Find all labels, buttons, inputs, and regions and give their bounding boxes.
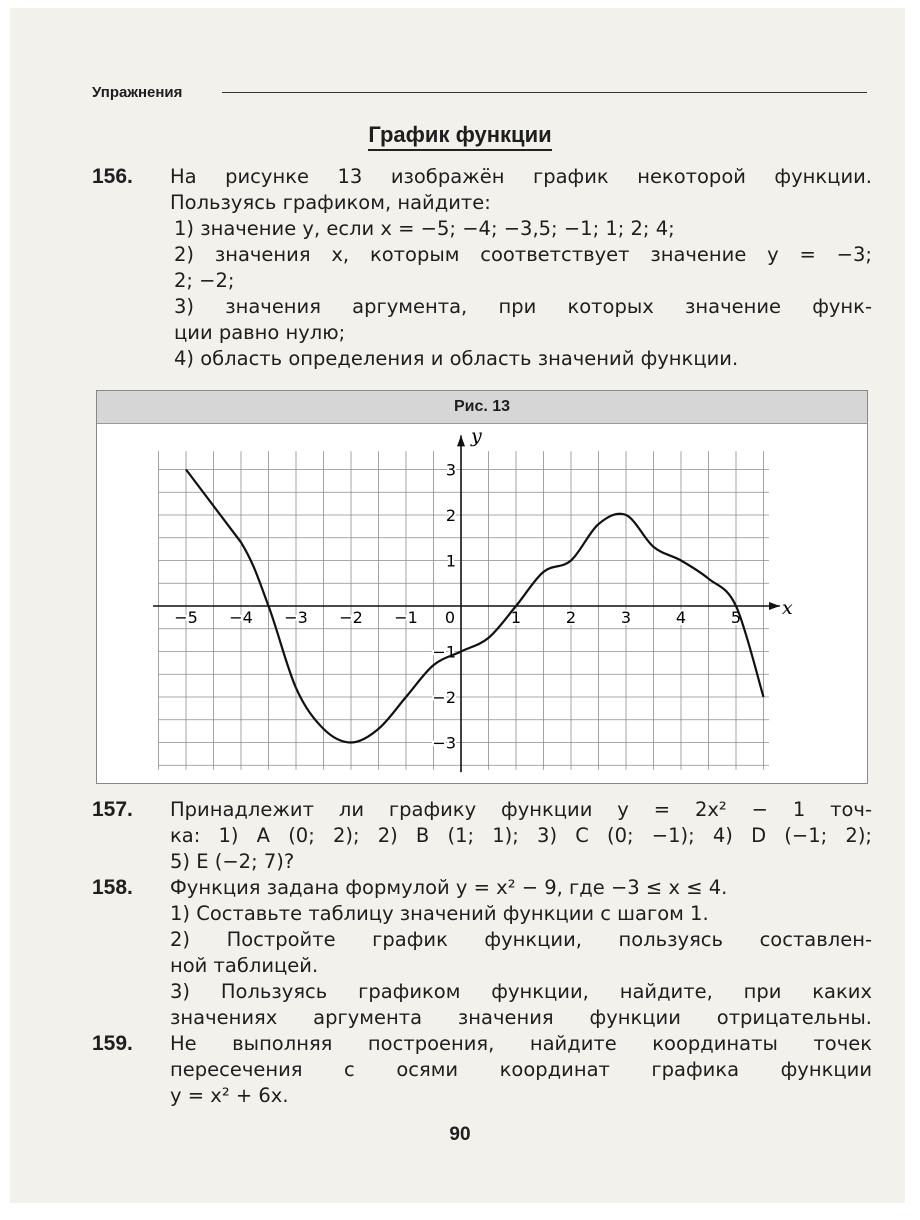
exercise-item: 2) значения x, которым соответствует значение y = −3; (174, 243, 872, 266)
y-tick-label: −3 (432, 733, 456, 753)
exercise-text: Принадлежит ли графику функции y = 2x² − 1 точ- (170, 798, 872, 821)
x-tick-label: −1 (394, 608, 418, 627)
y-tick-label: −1 (432, 642, 456, 662)
exercise-text: y = x² + 6x. (170, 1084, 289, 1107)
y-axis-label: y (471, 425, 482, 448)
y-tick-label: 2 (445, 506, 456, 525)
exercise-number: 158. (92, 876, 133, 899)
page-title: График функции (368, 122, 551, 151)
exercise-text: Пользуясь графиком, найдите: (170, 191, 491, 214)
exercise-item: 2; −2; (174, 269, 235, 292)
x-tick-label: 0 (444, 608, 455, 627)
exercise-item: 1) Составьте таблицу значений функции с шагом 1. (170, 902, 709, 925)
exercise-text: На рисунке 13 изображён график некоторой функции. (170, 165, 872, 188)
exercise-number: 159. (92, 1032, 133, 1055)
exercise-item: ной таблицей. (170, 954, 319, 977)
exercise-item: ции равно нулю; (174, 321, 346, 344)
figure-caption: Рис. 13 (97, 391, 867, 424)
exercise-item: 1) значение y, если x = −5; −4; −3,5; −1; 1; 2; 4; (174, 217, 675, 240)
exercise-item: 4) область определения и область значений функции. (174, 347, 739, 370)
x-tick-label: −4 (229, 608, 253, 627)
exercise-item: 2) Постройте график функции, пользуясь составлен- (170, 928, 872, 951)
header-rule (222, 92, 867, 93)
exercise-number: 157. (92, 798, 133, 821)
exercise-159 (92, 1031, 872, 1109)
x-tick-label: −3 (284, 608, 308, 627)
y-axis-arrow (457, 435, 465, 446)
figure-13 (96, 390, 868, 784)
exercise-text: пересечения с осями координат графика функции (170, 1058, 872, 1081)
page-title-wrap (0, 122, 920, 148)
exercise-157 (92, 797, 872, 875)
x-tick-label: 2 (565, 608, 577, 627)
function-graph (97, 391, 867, 783)
exercise-text: 5) E (−2; 7)? (170, 850, 295, 873)
exercise-item: 3) значения аргумента, при которых значение функ- (174, 295, 872, 318)
exercise-number: 156. (92, 165, 133, 188)
page-number: 90 (449, 1124, 471, 1145)
y-tick-label: −2 (432, 688, 456, 707)
x-tick-label: 3 (620, 608, 632, 627)
y-tick-label: 1 (445, 551, 456, 571)
x-axis-arrow (769, 602, 780, 610)
x-tick-label: −5 (174, 608, 198, 627)
exercise-item: 3) Пользуясь графиком функции, найдите, при каких (170, 980, 872, 1003)
exercise-text: ка: 1) A (0; 2); 2) B (1; 1); 3) C (0; −1); 4) D (−1; 2); (170, 824, 872, 847)
section-header: Упражнения (92, 84, 183, 101)
x-axis-label: x (782, 597, 793, 619)
exercise-text: Функция задана формулой y = x² − 9, где −3 ≤ x ≤ 4. (170, 876, 728, 899)
x-tick-label: 4 (675, 608, 687, 627)
x-tick-label: 1 (510, 608, 522, 627)
exercise-item: значениях аргумента значения функции отрицательны. (170, 1006, 872, 1029)
x-tick-label: 5 (730, 608, 742, 627)
exercise-158 (92, 875, 872, 1031)
x-tick-label: −2 (339, 608, 363, 627)
exercise-text: Не выполняя построения, найдите координаты точек (170, 1032, 872, 1055)
y-tick-label: 3 (445, 460, 456, 480)
exercise-156 (92, 164, 872, 372)
